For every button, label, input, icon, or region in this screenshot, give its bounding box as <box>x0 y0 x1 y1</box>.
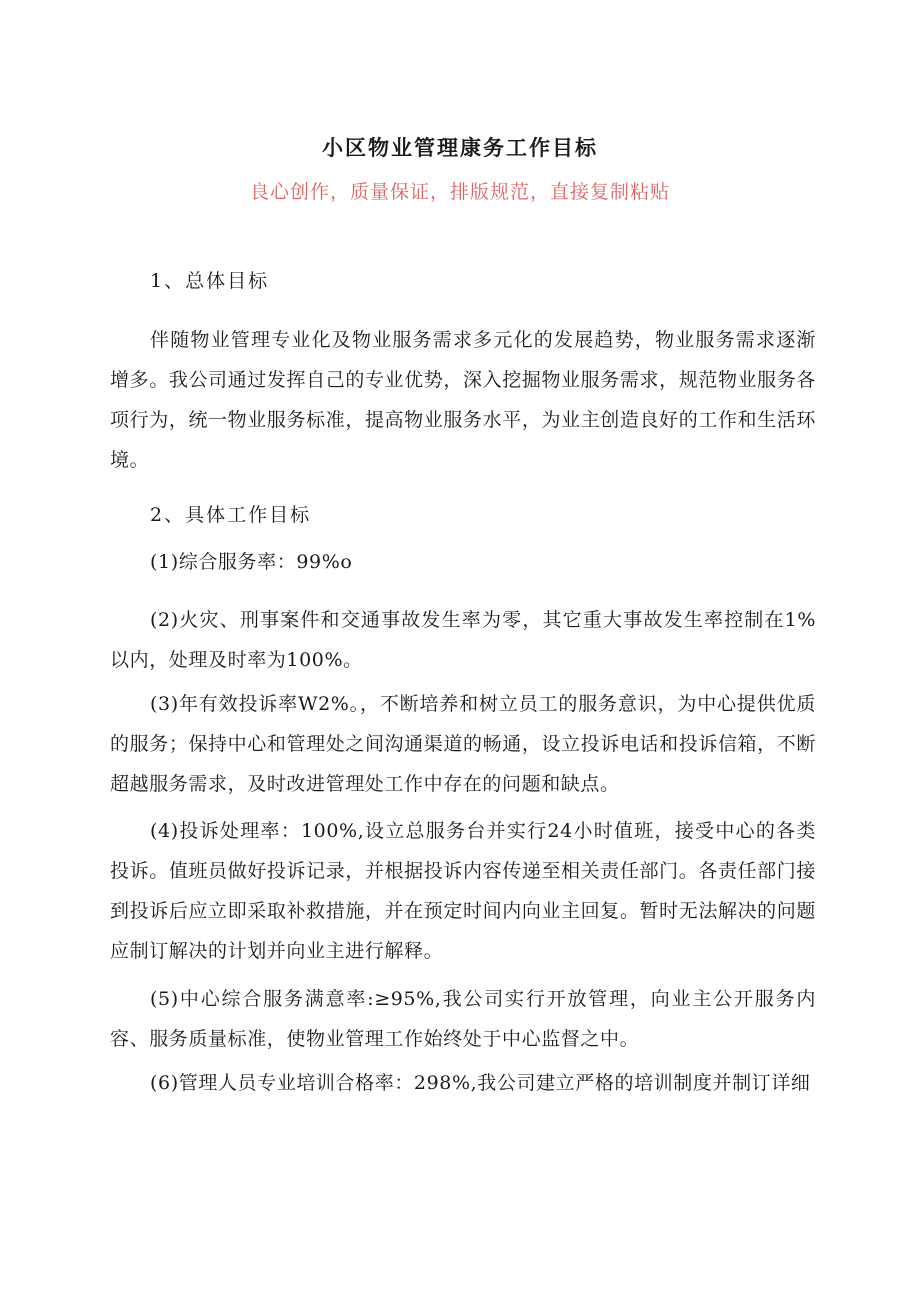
list-item: (3)年有效投诉率W2%。，不断培养和树立员工的服务意识，为中心提供优质的服务；保持中心和管理处之间沟通渠道的畅通，设立投诉电话和投诉信箱，不断超越服务需求，及时改进管理处工作中存在的问题和缺点。 <box>110 693 816 795</box>
document-subtitle: 良心创作，质量保证，排版规范，直接复制粘贴 <box>249 181 670 203</box>
section-heading-overall: 1、总体目标 <box>150 270 270 292</box>
list-item: (6)管理人员专业培训合格率：298%,我公司建立严格的培训制度并制订详细 <box>150 1072 811 1094</box>
document-title: 小区物业管理康务工作目标 <box>322 135 598 160</box>
list-item: (1)综合服务率：99%o <box>150 551 353 573</box>
section-heading-specific: 2、具体工作目标 <box>150 504 312 526</box>
list-item: (4)投诉处理率：100%,设立总服务台并实行24小时值班，接受中心的各类投诉。值班员做好投诉记录，并根据投诉内容传递至相关责任部门。各责任部门接到投诉后应立即采取补救措施，并在预定时间内向业主回复。暂时无法解决的问题应制订解决的计划并向业主进行解释。 <box>110 820 816 962</box>
paragraph-overall: 伴随物业管理专业化及物业服务需求多元化的发展趋势，物业服务需求逐渐增多。我公司通过发挥自己的专业优势，深入挖掘物业服务需求，规范物业服务各项行为，统一物业服务标准，提高物业服务水平，为业主创造良好的工作和生活环境。 <box>110 329 816 471</box>
list-item: (2)火灾、刑事案件和交通事故发生率为零，其它重大事故发生率控制在1%以内，处理及时率为100%。 <box>110 609 816 671</box>
list-item: (5)中心综合服务满意率:≥95%,我公司实行开放管理，向业主公开服务内容、服务质量标准，使物业管理工作始终处于中心监督之中。 <box>110 988 816 1050</box>
